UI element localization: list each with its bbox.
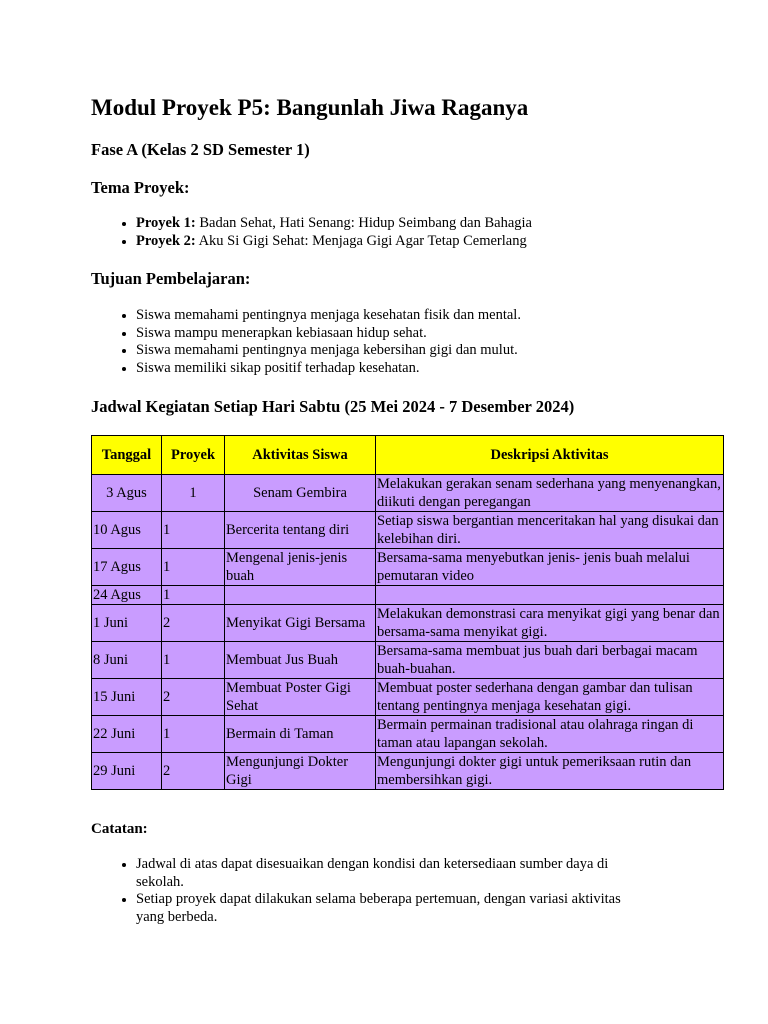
cell-aktivitas [225, 586, 376, 605]
cell-deskripsi [376, 586, 724, 605]
list-item: • Jadwal di atas dapat disesuaikan dengan kondisi dan ketersediaan sumber daya di sekolah. [136, 856, 636, 891]
header-deskripsi: Deskripsi Aktivitas [376, 436, 724, 475]
cell-deskripsi: Membuat poster sederhana dengan gambar dan tulisan tentang pentingnya menjaga kesehatan gigi. [376, 679, 724, 716]
cell-deskripsi: Bermain permainan tradisional atau olahraga ringan di taman atau lapangan sekolah. [376, 716, 724, 753]
table-row [92, 642, 724, 679]
tujuan-list [91, 307, 521, 377]
cell-proyek: 2 [162, 753, 225, 790]
list-item: • Setiap proyek dapat dilakukan selama beberapa pertemuan, dengan variasi aktivitas yang berbeda. [136, 891, 636, 926]
cell-aktivitas: Bermain di Taman [225, 716, 376, 753]
cell-deskripsi: Bersama-sama menyebutkan jenis- jenis buah melalui pemutaran video [376, 549, 724, 586]
list-item: • Siswa memahami pentingnya menjaga kesehatan fisik dan mental. [136, 307, 521, 325]
table-row [92, 549, 724, 586]
cell-tanggal: 10 Agus [92, 512, 162, 549]
cell-aktivitas: Membuat Jus Buah [225, 642, 376, 679]
cell-aktivitas: Senam Gembira [225, 475, 376, 512]
cell-proyek: 1 [162, 549, 225, 586]
page-title: Modul Proyek P5: Bangunlah Jiwa Raganya [91, 95, 529, 120]
cell-aktivitas: Mengenal jenis-jenis buah [225, 549, 376, 586]
jadwal-heading: Jadwal Kegiatan Setiap Hari Sabtu (25 Mei 2024 - 7 Desember 2024) [91, 397, 575, 416]
cell-proyek: 1 [162, 512, 225, 549]
cell-proyek: 2 [162, 679, 225, 716]
header-tanggal: Tanggal [92, 436, 162, 475]
cell-deskripsi: Bersama-sama membuat jus buah dari berbagai macam buah-buahan. [376, 642, 724, 679]
cell-proyek: 2 [162, 605, 225, 642]
cell-deskripsi: Mengunjungi dokter gigi untuk pemeriksaan rutin dan membersihkan gigi. [376, 753, 724, 790]
table-row [92, 605, 724, 642]
cell-aktivitas: Menyikat Gigi Bersama [225, 605, 376, 642]
list-item: • Siswa mampu menerapkan kebiasaan hidup sehat. [136, 325, 521, 343]
table-row [92, 586, 724, 605]
table-header-row [92, 436, 724, 475]
list-item: • Proyek 2: Aku Si Gigi Sehat: Menjaga Gigi Agar Tetap Cemerlang [136, 233, 532, 251]
cell-tanggal: 22 Juni [92, 716, 162, 753]
header-aktivitas: Aktivitas Siswa [225, 436, 376, 475]
cell-tanggal: 1 Juni [92, 605, 162, 642]
table-row [92, 512, 724, 549]
table-row [92, 716, 724, 753]
cell-proyek: 1 [162, 642, 225, 679]
cell-deskripsi: Melakukan demonstrasi cara menyikat gigi yang benar dan bersama-sama menyikat gigi. [376, 605, 724, 642]
table-row [92, 679, 724, 716]
tema-heading: Tema Proyek: [91, 178, 190, 197]
cell-tanggal: 8 Juni [92, 642, 162, 679]
tujuan-heading: Tujuan Pembelajaran: [91, 269, 251, 288]
cell-tanggal: 3 Agus [92, 475, 162, 512]
cell-deskripsi: Setiap siswa bergantian menceritakan hal yang disukai dan kelebihan diri. [376, 512, 724, 549]
cell-aktivitas: Membuat Poster Gigi Sehat [225, 679, 376, 716]
cell-tanggal: 15 Juni [92, 679, 162, 716]
cell-aktivitas: Mengunjungi Dokter Gigi [225, 753, 376, 790]
header-proyek: Proyek [162, 436, 225, 475]
cell-proyek: 1 [162, 716, 225, 753]
table-row [92, 753, 724, 790]
catatan-list [91, 856, 636, 926]
cell-tanggal: 17 Agus [92, 549, 162, 586]
schedule-table [91, 435, 724, 790]
tema-list [91, 215, 532, 250]
cell-aktivitas: Bercerita tentang diri [225, 512, 376, 549]
table-row [92, 475, 724, 512]
cell-tanggal: 29 Juni [92, 753, 162, 790]
cell-proyek: 1 [162, 586, 225, 605]
list-item: • Proyek 1: Badan Sehat, Hati Senang: Hidup Seimbang dan Bahagia [136, 215, 532, 233]
cell-deskripsi: Melakukan gerakan senam sederhana yang menyenangkan, diikuti dengan peregangan [376, 475, 724, 512]
list-item: • Siswa memahami pentingnya menjaga kebersihan gigi dan mulut. [136, 342, 521, 360]
cell-proyek: 1 [162, 475, 225, 512]
cell-tanggal: 24 Agus [92, 586, 162, 605]
list-item: • Siswa memiliki sikap positif terhadap kesehatan. [136, 360, 521, 378]
fase-heading: Fase A (Kelas 2 SD Semester 1) [91, 140, 310, 159]
catatan-heading: Catatan: [91, 821, 148, 837]
